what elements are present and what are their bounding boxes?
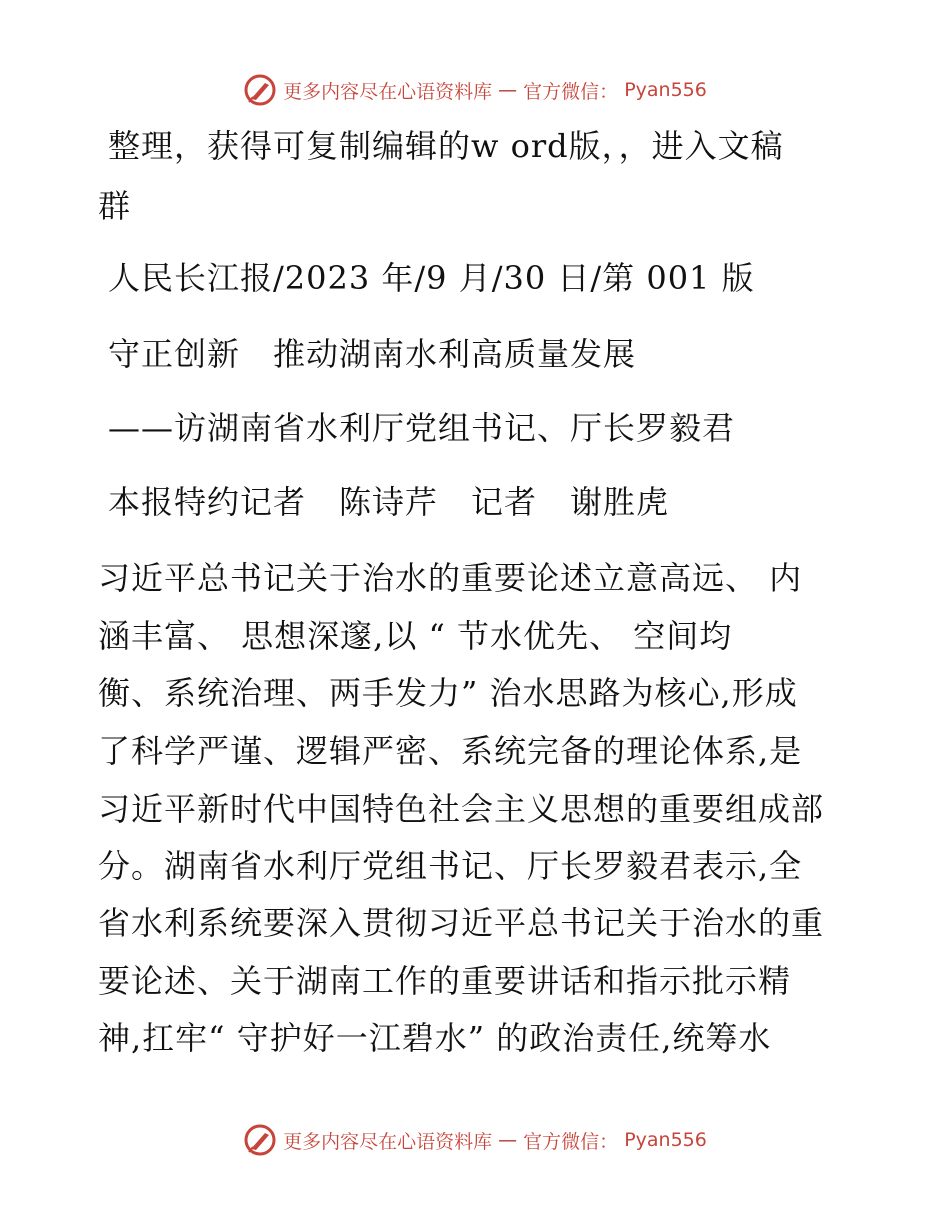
- body-line: 要论述、关于湖南工作的重要讲话和指示批示精: [98, 962, 792, 1000]
- body-line: 涵丰富、 思想深邃,以 “ 节水优先、 空间均: [98, 617, 733, 655]
- watermark-brand: 更多内容尽在心语资料库: [283, 80, 493, 103]
- quill-logo-icon: [243, 73, 277, 107]
- watermark-separator: —: [498, 1129, 518, 1151]
- body-line: 衡、系统治理、两手发力” 治水思路为核心,形成: [98, 674, 798, 712]
- body-line: 省水利系统要深入贯彻习近平总书记关于治水的重: [98, 904, 825, 942]
- intro-line-2: 群: [98, 187, 132, 225]
- body-line: 习近平总书记关于治水的重要论述立意高远、 内: [98, 559, 803, 597]
- intro-line-1: 整理，获得可复制编辑的w ord版，，进入文稿: [108, 127, 784, 165]
- watermark-separator: —: [498, 79, 518, 101]
- body-line: 习近平新时代中国特色社会主义思想的重要组成部: [98, 790, 825, 828]
- watermark-brand: 更多内容尽在心语资料库: [283, 1130, 493, 1153]
- quill-logo-icon: [243, 1123, 277, 1157]
- article-subtitle: ——访湖南省水利厅党组书记、厅长罗毅君: [108, 409, 736, 447]
- article-byline: 本报特约记者 陈诗芹 记者 谢胜虎: [108, 483, 670, 521]
- watermark-wechat-id: Pyan556: [624, 79, 707, 101]
- watermark-official-label: 官方微信：: [523, 80, 619, 103]
- footer-watermark: [0, 1120, 950, 1160]
- header-watermark: [0, 70, 950, 110]
- body-line: 了科学严谨、逻辑严密、系统完备的理论体系,是: [98, 732, 803, 770]
- body-line: 神,扛牢“ 守护好一江碧水” 的政治责任,统筹水: [98, 1019, 772, 1057]
- watermark-official-label: 官方微信：: [523, 1130, 619, 1153]
- watermark-wechat-id: Pyan556: [624, 1129, 707, 1151]
- article-title: 守正创新 推动湖南水利高质量发展: [108, 335, 637, 373]
- body-line: 分。湖南省水利厅党组书记、厅长罗毅君表示,全: [98, 847, 803, 885]
- source-line: 人民长江报/2023 年/9 月/30 日/第 001 版: [108, 259, 755, 297]
